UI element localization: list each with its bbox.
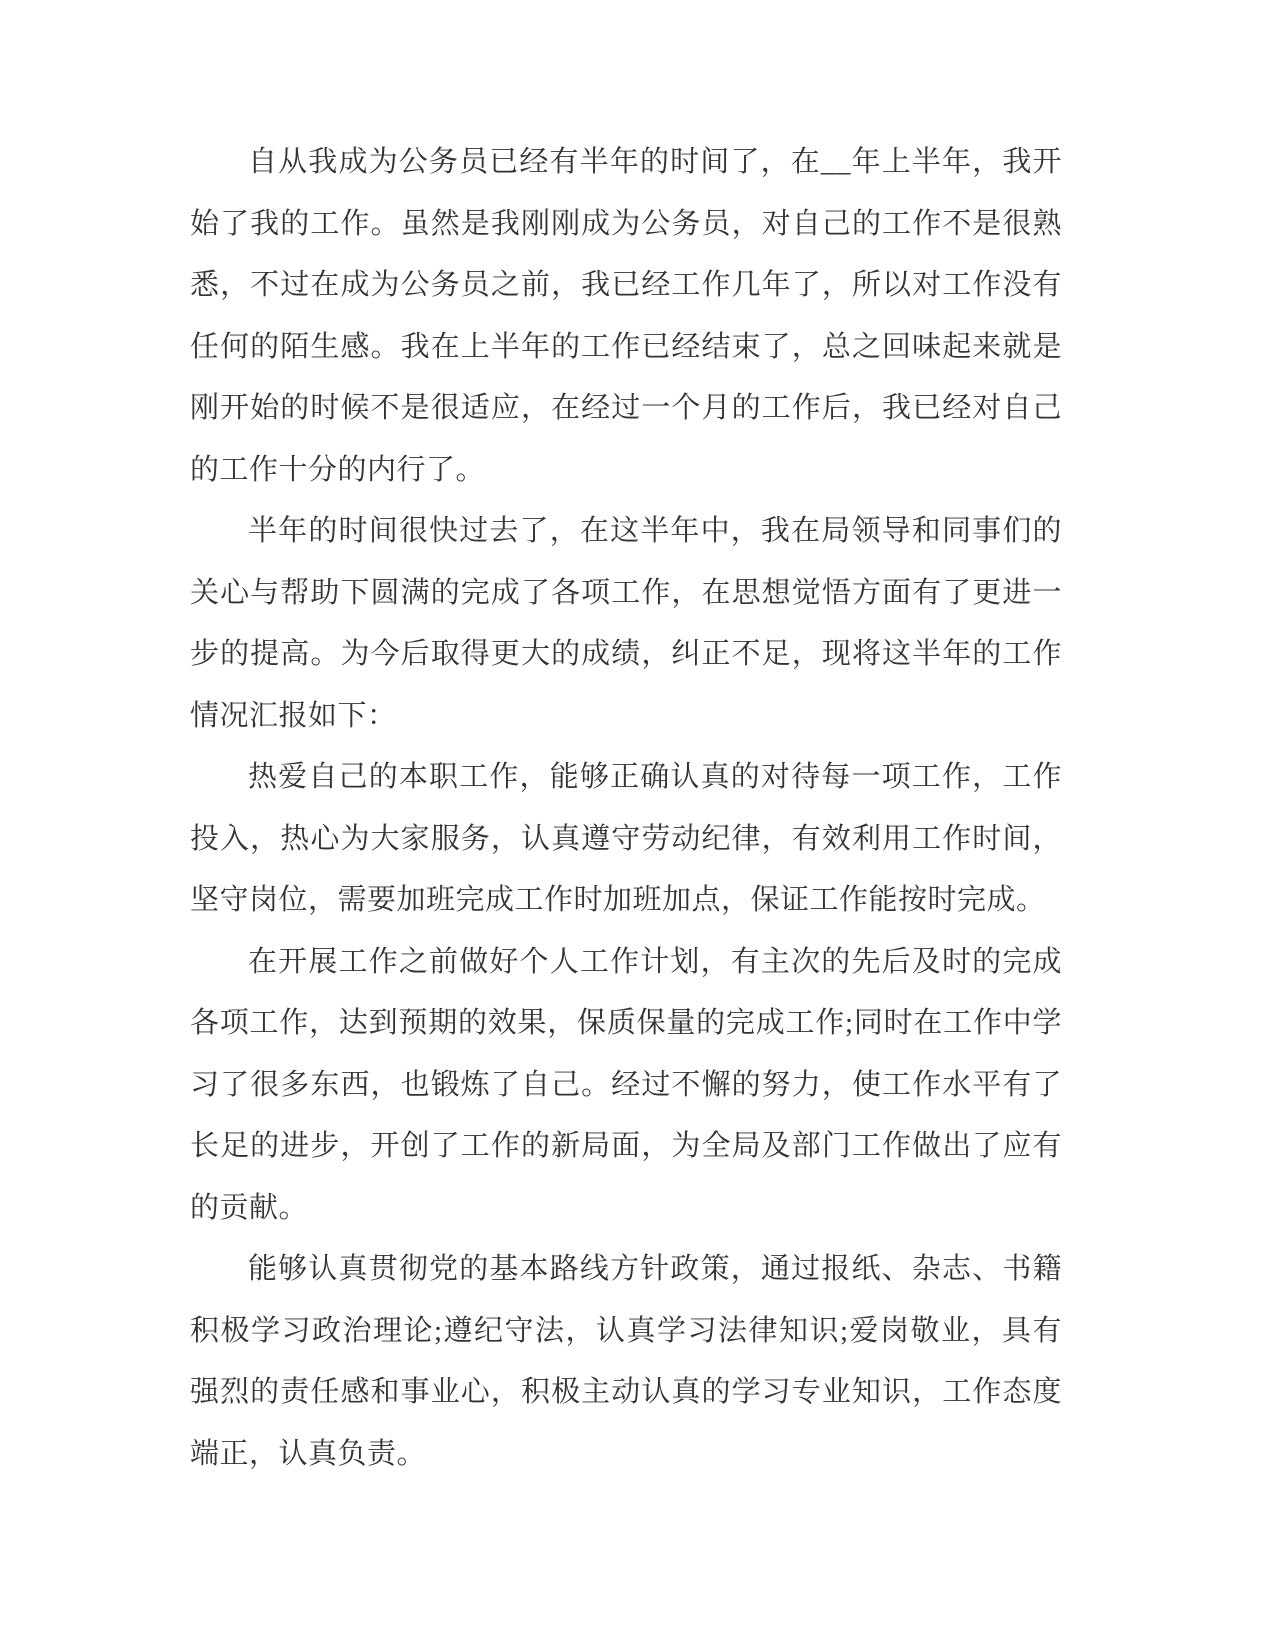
paragraph-work-plan: 在开展工作之前做好个人工作计划，有主次的先后及时的完成各项工作，达到预期的效果，保质保量的完成工作;同时在工作中学习了很多东西，也锻炼了自己。经过不懈的努力，使工作水平有了长足的进步，开创了工作的新局面，为全局及部门工作做出了应有的贡献。 [190, 945, 1062, 1224]
document-text-body [190, 132, 1062, 1485]
paragraph-work-attitude: 热爱自己的本职工作，能够正确认真的对待每一项工作，工作投入，热心为大家服务，认真遵守劳动纪律，有效利用工作时间，坚守岗位，需要加班完成工作时加班加点，保证工作能按时完成。 [190, 761, 1062, 916]
paragraph-intro: 自从我成为公务员已经有半年的时间了，在__年上半年，我开始了我的工作。虽然是我刚刚成为公务员，对自己的工作不是很熟悉，不过在成为公务员之前，我已经工作几年了，所以对工作没有任何的陌生感。我在上半年的工作已经结束了，总之回味起来就是刚开始的时候不是很适应，在经过一个月的工作后，我已经对自己的工作十分的内行了。 [190, 146, 1062, 486]
paragraph-summary-lead: 半年的时间很快过去了，在这半年中，我在局领导和同事们的关心与帮助下圆满的完成了各项工作，在思想觉悟方面有了更进一步的提高。为今后取得更大的成绩，纠正不足，现将这半年的工作情况汇报如下： [190, 515, 1062, 732]
paragraph-study-policy: 能够认真贯彻党的基本路线方针政策，通过报纸、杂志、书籍积极学习政治理论;遵纪守法，认真学习法律知识;爱岗敬业，具有强烈的责任感和事业心，积极主动认真的学习专业知识，工作态度端正，认真负责。 [190, 1253, 1062, 1470]
